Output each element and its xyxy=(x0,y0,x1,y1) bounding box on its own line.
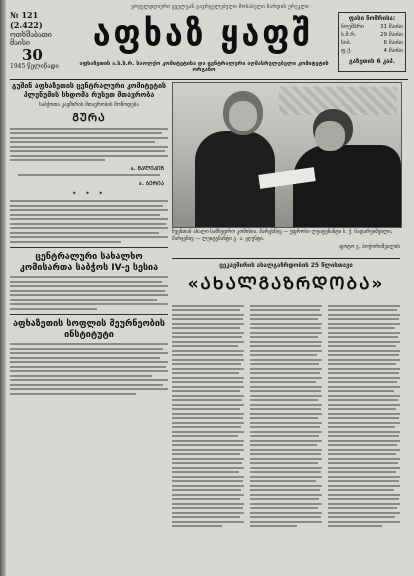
masthead xyxy=(10,4,408,78)
text-line xyxy=(328,498,399,500)
text-line xyxy=(328,345,396,347)
text-line xyxy=(328,413,400,415)
text-line xyxy=(250,521,322,523)
text-line xyxy=(250,368,322,370)
text-line xyxy=(328,323,400,325)
text-line xyxy=(328,507,397,509)
text-line xyxy=(172,476,244,478)
text-line xyxy=(10,375,152,377)
text-line xyxy=(328,453,396,455)
text-line xyxy=(250,413,322,415)
text-line xyxy=(172,444,243,446)
lead-body-text-2 xyxy=(10,174,168,176)
text-line xyxy=(172,498,240,500)
text-line xyxy=(250,327,321,329)
photo-caption-text: ჩვენთან ახალი სამხედრო კომისია. მარცხნივ — უფროსი ლეიტენანტი ს. ქ. ნადარეიშვილი, მარჯვნივ — ლეიტენანტი გ. ა. ჟღენტი. xyxy=(172,229,393,242)
photo-person-left-face xyxy=(229,101,257,131)
text-line xyxy=(328,480,399,482)
text-line xyxy=(250,408,321,410)
text-line xyxy=(328,471,396,473)
price-row xyxy=(341,24,403,30)
text-line xyxy=(250,341,322,343)
text-line xyxy=(328,435,399,437)
text-line xyxy=(10,303,168,305)
text-line xyxy=(250,462,318,464)
text-line xyxy=(250,485,322,487)
text-line xyxy=(172,377,244,379)
price-row xyxy=(341,48,403,54)
text-line xyxy=(328,395,400,397)
text-line xyxy=(172,485,244,487)
text-line xyxy=(172,363,241,365)
text-line xyxy=(172,471,239,473)
text-line xyxy=(250,435,319,437)
text-line xyxy=(250,458,322,460)
text-line xyxy=(10,200,168,202)
news-photo xyxy=(172,82,402,228)
text-line xyxy=(250,399,318,401)
text-line xyxy=(172,345,238,347)
text-line xyxy=(172,507,243,509)
text-line xyxy=(328,476,400,478)
text-line xyxy=(250,480,316,482)
text-line xyxy=(10,285,168,287)
text-line xyxy=(328,404,400,406)
text-line xyxy=(250,431,322,433)
text-line xyxy=(328,336,398,338)
text-line xyxy=(10,290,165,292)
text-line xyxy=(10,294,168,296)
text-line xyxy=(10,343,168,345)
text-line xyxy=(10,205,163,207)
text-line xyxy=(10,308,97,310)
section-rule xyxy=(10,247,168,248)
text-line xyxy=(10,214,160,216)
masthead-rule xyxy=(10,79,408,80)
price-header: ფასი ნომრისა: xyxy=(348,15,396,22)
text-line xyxy=(172,309,240,311)
text-line xyxy=(328,327,395,329)
text-line xyxy=(328,332,400,334)
text-line xyxy=(250,525,297,527)
text-line xyxy=(250,516,321,518)
text-line xyxy=(10,352,168,354)
text-line xyxy=(10,150,165,152)
text-line xyxy=(10,357,160,359)
text-line xyxy=(328,449,400,451)
text-line xyxy=(328,525,382,527)
text-line xyxy=(172,494,244,496)
text-line xyxy=(328,390,394,392)
section-3-text xyxy=(10,343,168,395)
text-line xyxy=(250,305,322,307)
photo-person-right-face xyxy=(315,121,345,151)
text-line xyxy=(172,417,243,419)
text-line xyxy=(10,128,168,130)
price-value: 6 მაისი xyxy=(383,40,403,46)
text-line xyxy=(172,305,244,307)
issue-year: 1945 წელიწადი xyxy=(10,63,59,70)
text-line xyxy=(250,386,322,388)
text-line xyxy=(250,377,322,379)
text-line xyxy=(250,503,322,505)
lead-kicker: საბჭოთა კავშირის მთავრობის მოწოდება xyxy=(39,102,139,108)
text-line xyxy=(10,241,121,243)
price-footer: გაზეთის 6 კაპ. xyxy=(348,58,396,65)
text-line xyxy=(172,462,242,464)
feature-banner xyxy=(172,262,400,294)
newspaper-subtitle: აფხაზეთის ა.ს.ს.რ. საოლქო კომიტეტისა და ცენტრალური აღმასრულებელი კომიტეტის ორგანო xyxy=(79,61,329,73)
text-line xyxy=(250,507,318,509)
text-line xyxy=(250,512,322,514)
text-line xyxy=(10,379,168,381)
feature-column-3 xyxy=(328,302,400,572)
text-line xyxy=(172,404,244,406)
section-3-headline: აფხაზეთის სოფლის მეურნეობის ინსტიტუტი xyxy=(12,318,166,340)
price-row xyxy=(341,40,403,46)
text-line xyxy=(328,363,396,365)
decree-text xyxy=(10,200,168,243)
text-line xyxy=(250,350,322,352)
price-label: სიბ. xyxy=(341,40,352,46)
text-line xyxy=(10,159,105,161)
photo-caption xyxy=(172,229,400,251)
text-line xyxy=(172,453,240,455)
text-line xyxy=(10,223,166,225)
text-line xyxy=(328,462,398,464)
text-line xyxy=(172,413,244,415)
text-line xyxy=(328,386,400,388)
text-line xyxy=(172,341,244,343)
text-line xyxy=(250,309,320,311)
text-line xyxy=(250,467,322,469)
masthead-top-strip: ყოველდღიური ყველგან გავრცელებული მოსაბელი ზარდის ერეკლი xyxy=(131,4,309,10)
text-line xyxy=(328,314,400,316)
text-line xyxy=(328,485,400,487)
text-line xyxy=(10,393,136,395)
text-line xyxy=(250,422,322,424)
scan-spine-shadow xyxy=(0,0,6,576)
feature-title: «ᲐᲮᲐᲚᲒᲐᲖᲠᲓᲝᲑᲐ» xyxy=(187,274,385,294)
text-line xyxy=(328,440,400,442)
text-line xyxy=(250,440,322,442)
text-line xyxy=(328,350,400,352)
lead-headline: გუშინ აფხაზეთის ცენტრალური კომიტეტის პლენუმის სხდომა რუსეთ მთავრობა xyxy=(12,82,166,99)
text-line xyxy=(172,318,243,320)
text-line xyxy=(172,314,244,316)
price-value: 29 მაისი xyxy=(380,32,403,38)
text-line xyxy=(328,512,400,514)
section-2-text xyxy=(10,276,168,310)
text-line xyxy=(172,467,244,469)
text-line xyxy=(172,323,244,325)
feature-subheadline: ცეკავშირის ახალგაზრდობის 25 წლისთავი xyxy=(219,262,353,269)
text-line xyxy=(250,390,321,392)
text-line xyxy=(172,521,244,523)
text-line xyxy=(328,458,400,460)
price-row xyxy=(341,32,403,38)
text-line xyxy=(250,332,322,334)
price-value: 4 მაისი xyxy=(383,48,403,54)
text-line xyxy=(172,480,243,482)
section-rule xyxy=(10,314,168,315)
text-line xyxy=(10,146,168,148)
text-line xyxy=(328,318,399,320)
text-line xyxy=(250,336,318,338)
text-line xyxy=(172,395,244,397)
price-label: ნოეშბრი xyxy=(341,24,364,30)
text-line xyxy=(172,440,244,442)
feature-columns xyxy=(172,300,400,572)
text-line xyxy=(250,417,318,419)
text-line xyxy=(172,399,242,401)
left-column xyxy=(10,82,168,572)
text-line xyxy=(250,471,321,473)
text-line xyxy=(10,232,159,234)
text-line xyxy=(172,386,244,388)
lead-title: ᲒᲣᲠᲐ xyxy=(72,111,106,124)
photo-rule xyxy=(172,258,400,259)
text-line xyxy=(328,489,394,491)
text-line xyxy=(250,363,319,365)
feature-column-2 xyxy=(250,302,322,572)
text-line xyxy=(172,426,241,428)
text-line xyxy=(10,276,168,278)
text-line xyxy=(172,359,244,361)
text-line xyxy=(250,498,319,500)
text-line xyxy=(10,370,168,372)
text-line xyxy=(10,388,168,390)
photo-person-right-body xyxy=(293,145,401,227)
text-line xyxy=(328,422,400,424)
price-value: 31 მაისი xyxy=(380,24,403,30)
issue-weekday: ოთხშაბათი xyxy=(10,31,52,39)
separator-dots: • • • xyxy=(71,188,107,198)
text-line xyxy=(172,332,244,334)
text-line xyxy=(250,489,320,491)
text-line xyxy=(172,368,244,370)
text-line xyxy=(172,381,243,383)
text-line xyxy=(250,494,322,496)
section-2-headline: ცენტრალური სახალხო კომისართა საბჭოს IV-ე სესია xyxy=(19,251,159,273)
text-line xyxy=(250,449,322,451)
issue-day: 30 xyxy=(22,46,43,64)
newspaper-title: აფხაზ ყაფშ xyxy=(92,11,314,55)
text-line xyxy=(328,341,400,343)
text-line xyxy=(250,381,316,383)
text-line xyxy=(172,408,240,410)
text-line xyxy=(10,137,168,139)
text-line xyxy=(328,494,400,496)
text-line xyxy=(10,299,157,301)
text-line xyxy=(250,354,317,356)
photo-credit: ფოტო გ. ბოჭორიშვილის xyxy=(339,244,400,250)
text-line xyxy=(250,372,320,374)
text-line xyxy=(10,132,162,134)
text-line xyxy=(172,431,244,433)
text-line xyxy=(10,227,168,229)
issue-month: მაისი xyxy=(10,39,30,47)
text-line xyxy=(10,155,168,157)
text-line xyxy=(328,408,396,410)
text-line xyxy=(172,435,238,437)
text-line xyxy=(250,444,317,446)
text-line xyxy=(10,141,155,143)
text-line xyxy=(328,516,395,518)
text-line xyxy=(172,354,243,356)
text-line xyxy=(172,458,244,460)
text-line xyxy=(172,327,240,329)
text-line xyxy=(172,516,240,518)
text-line xyxy=(328,377,400,379)
text-line xyxy=(172,449,244,451)
text-line xyxy=(250,476,322,478)
text-line xyxy=(328,426,395,428)
issue-number: № 121 (2.422) xyxy=(10,10,43,30)
text-line xyxy=(172,489,241,491)
text-line xyxy=(328,467,400,469)
text-line xyxy=(328,359,400,361)
text-line xyxy=(250,345,321,347)
text-line xyxy=(250,426,320,428)
text-line xyxy=(250,318,318,320)
text-line xyxy=(10,384,163,386)
text-line xyxy=(172,372,239,374)
price-label: ფ.ქ. xyxy=(341,48,352,54)
text-line xyxy=(18,174,160,176)
text-line xyxy=(172,336,242,338)
text-line xyxy=(10,361,168,363)
text-line xyxy=(328,521,400,523)
text-line xyxy=(328,305,400,307)
signature-2: ა. ᲑᲔᲠᲘᲐ xyxy=(138,180,164,187)
text-line xyxy=(250,453,321,455)
text-line xyxy=(250,359,322,361)
text-line xyxy=(10,236,168,238)
text-line xyxy=(250,323,322,325)
text-line xyxy=(172,422,244,424)
text-line xyxy=(250,404,322,406)
text-line xyxy=(10,366,166,368)
feature-column-1 xyxy=(172,302,244,572)
text-line xyxy=(172,512,244,514)
text-line xyxy=(250,314,322,316)
text-line xyxy=(328,309,397,311)
text-line xyxy=(328,354,399,356)
text-line xyxy=(328,417,399,419)
text-line xyxy=(10,348,163,350)
text-line xyxy=(10,209,168,211)
text-line xyxy=(172,525,222,527)
text-line xyxy=(172,390,240,392)
price-label: ს.შ.რ. xyxy=(341,32,357,38)
text-line xyxy=(250,395,322,397)
text-line xyxy=(328,444,397,446)
issue-info xyxy=(10,10,70,74)
signature-1: ა. ᲛᲐᲚᲘᲙᲘᲜ xyxy=(130,165,164,172)
text-line xyxy=(328,368,400,370)
price-box xyxy=(338,12,406,72)
text-line xyxy=(10,218,168,220)
text-line xyxy=(328,372,399,374)
lead-body-text xyxy=(10,128,168,162)
text-line xyxy=(328,503,400,505)
text-line xyxy=(172,350,244,352)
text-line xyxy=(172,503,244,505)
text-line xyxy=(328,431,400,433)
text-line xyxy=(328,381,397,383)
text-line xyxy=(328,399,398,401)
text-line xyxy=(10,281,162,283)
